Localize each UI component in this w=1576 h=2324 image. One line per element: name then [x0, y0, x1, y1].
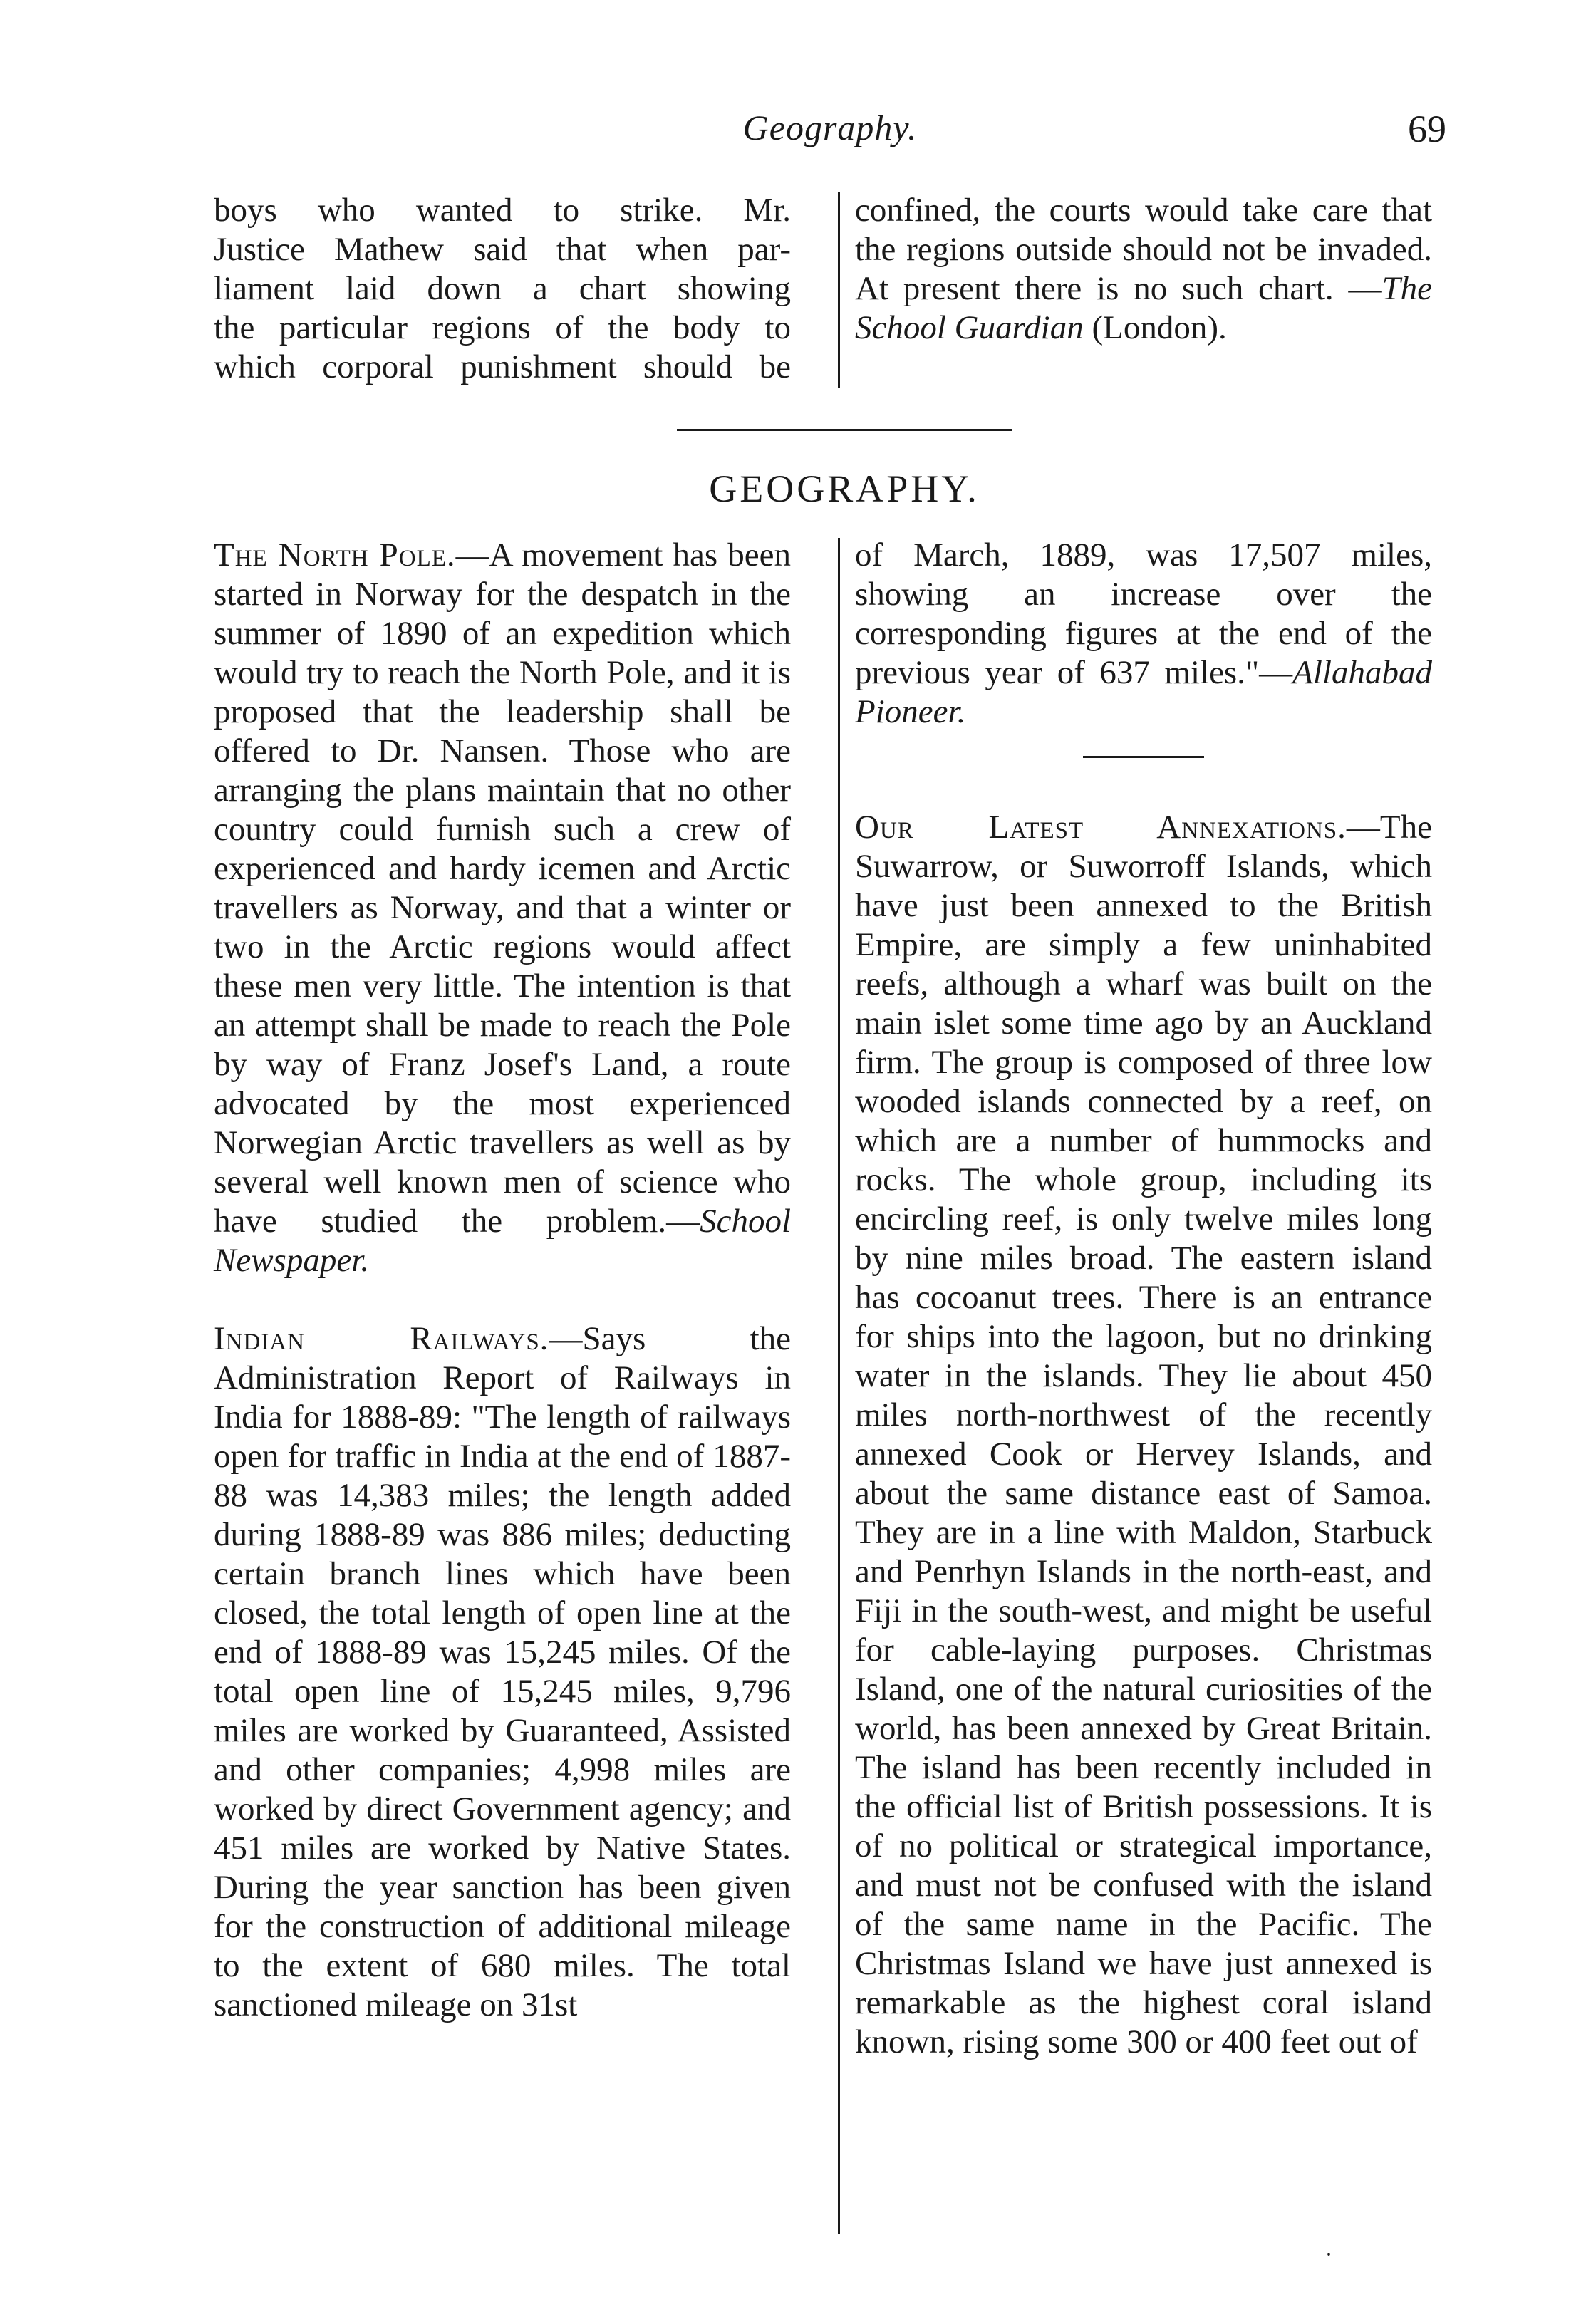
article-body: —The Suwarrow, or Suworroff Islands, which have just been annexed to the British Empire, are simply a few uninhabited reefs, although a wharf was built on the main islet some time ago by an Auckland firm. The group is composed of three low wooded islands connected by a reef, on which are a number of hummocks and rocks. The whole group, including its encircling reef, is only twelve miles long by nine miles broad. The eastern island has cocoanut trees. There is an entrance for ships into the lagoon, but no drinking water in the islands. They lie about 450 miles north-northwest of the recently annexed Cook or Hervey Islands, and about the same distance east of Samoa. They are in a line with Maldon, Starbuck and Penrhyn Islands in the north-east, and Fiji in the south-west, and might be useful for cable-laying purposes. Christmas Island, one of the natural curiosities of the world, has been annexed by Great Britain. The island has been recently included in the official list of British possessions. It is of no political or strategical importance, and must not be confused with the island of the same name in the Pacific. The Christmas Island we have just annexed is remarkable as the highest coral island known, rising some 300 or 400 feet out of	[855, 809, 1432, 2060]
article-body: —Says the Administration Report of Railways in India for 1888-89: "The length of railways open for traffic in India at the end of 1887-88 was 14,383 miles; the length added during 1888-89 was 886 miles; deducting certain branch lines which have been closed, the total length of open line at the end of 1888-89 was 15,245 miles. Of the total open line of 15,245 miles, 9,796 miles are worked by Guaranteed, Assisted and other companies; 4,998 miles are worked by direct Government agency; and 451 miles are worked by Native States. During the year sanction has been given for the construction of additional mileage to the extent of 680 miles. The total sanctioned mileage on 31st	[214, 1320, 791, 2023]
source-citation: School Newspaper.	[214, 1203, 791, 1279]
article-divider	[1083, 756, 1204, 758]
continuation-text: confined, the courts would take care that the regions outside should not be invaded. At present there is no such chart. —	[855, 192, 1432, 307]
article-indian-railways-continued	[855, 536, 1432, 732]
section-divider	[677, 429, 1012, 431]
running-title: Geography.	[742, 108, 918, 147]
section-heading: GEOGRAPHY.	[709, 467, 980, 510]
continuation-paragraph	[855, 191, 1432, 348]
article-annexations	[855, 808, 1432, 2062]
article-title: The North Pole.	[214, 536, 456, 574]
continuation-left-column	[214, 191, 791, 387]
article-body: of March, 1889, was 17,507 miles, showing an increase over the corresponding figures at the end of the previous year of 637 miles."—	[855, 536, 1432, 691]
stray-mark: ·	[1325, 2243, 1332, 2266]
column-rule-top	[838, 192, 840, 388]
column-rule-main	[838, 538, 840, 2234]
continuation-right-column	[855, 191, 1432, 348]
page-number: 69	[1408, 108, 1446, 150]
continuation-line: the particular regions of the body to	[214, 309, 791, 346]
continuation-tail: (London).	[1092, 309, 1227, 346]
continuation-line: boys who wanted to strike. Mr.	[214, 192, 791, 229]
left-column	[214, 536, 791, 2025]
running-head	[207, 107, 1453, 164]
right-column	[855, 536, 1432, 2062]
source-citation: The School Guardian	[855, 270, 1432, 346]
article-title: Our Latest Annexations.	[855, 809, 1347, 846]
paragraph-gap	[214, 1280, 791, 1319]
continuation-line: Justice Mathew said that when par-	[214, 231, 791, 268]
continuation-line: liament laid down a chart showing	[214, 270, 791, 307]
article-north-pole	[214, 536, 791, 1280]
source-citation: Allahabad Pioneer.	[855, 654, 1432, 730]
article-title: Indian Railways.	[214, 1320, 549, 1357]
article-body: —A movement has been started in Norway for the despatch in the summer of 1890 of an expedition which would try to reach the North Pole, and it is proposed that the leadership shall be offered to Dr. Nansen. Those who are arranging the plans maintain that no other country could furnish such a crew of experienced and hardy icemen and Arctic travellers as Norway, and that a winter or two in the Arctic regions would affect these men very little. The intention is that an attempt shall be made to reach the Pole by way of Franz Josef's Land, a route advocated by the most experienced Norwegian Arctic travellers as well as by several well known men of science who have studied the problem.—	[214, 536, 791, 1240]
article-indian-railways	[214, 1319, 791, 2025]
continuation-line: which corporal punishment should be	[214, 348, 791, 385]
